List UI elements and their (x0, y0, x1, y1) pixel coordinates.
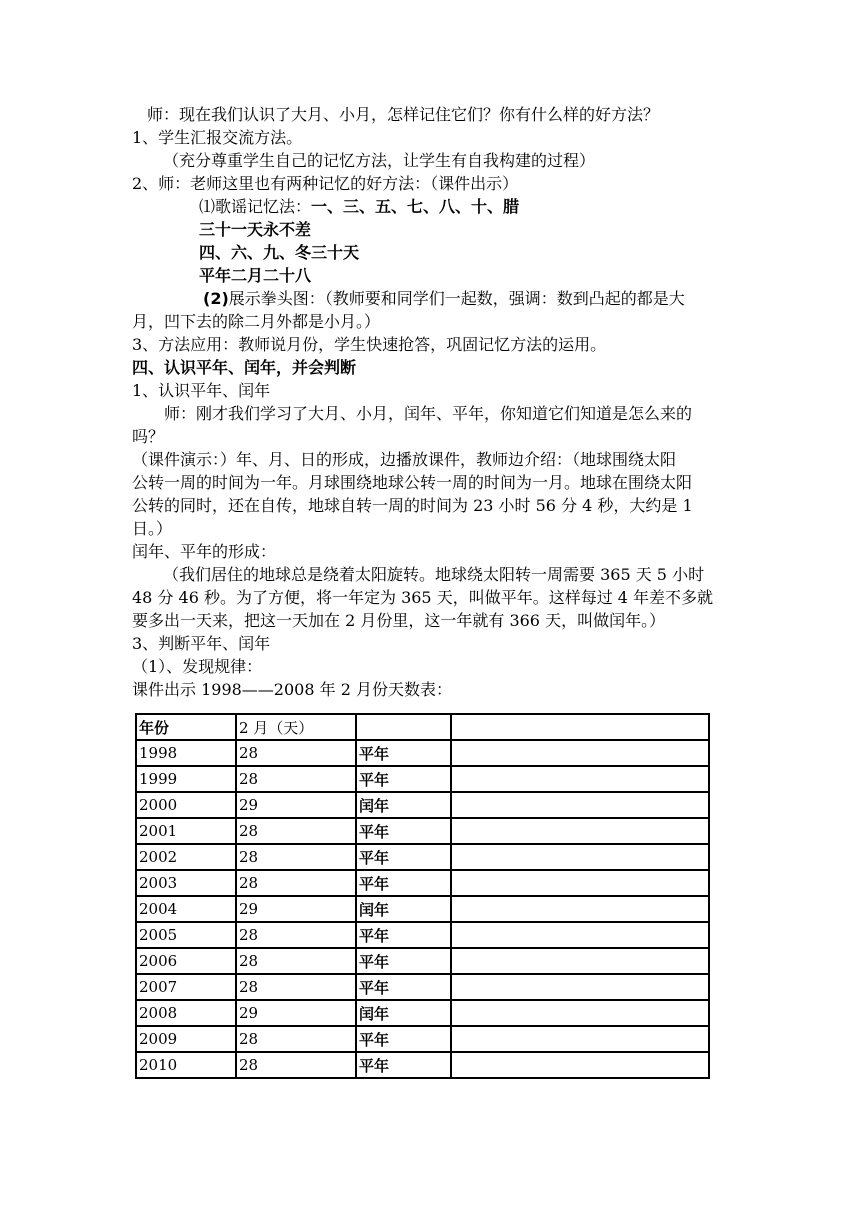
text-line (199, 196, 519, 218)
text-line: 课件出示 1998——2008 年 2 月份天数表： (132, 680, 452, 699)
cell-year: 2005 (136, 922, 236, 948)
february-days-table (135, 713, 710, 1079)
table-row (136, 974, 709, 1000)
text-line: 师：刚才我们学习了大月、小月，闰年、平年，你知道它们知道是怎么来的 (164, 404, 693, 423)
cell-year: 2009 (136, 1026, 236, 1052)
table-row (136, 766, 709, 792)
table-row (136, 1052, 709, 1078)
text-line: 要多出一天来，把这一天加在 2 月份里，这一年就有 366 天，叫做闰年。） (132, 611, 666, 630)
cell-days: 28 (236, 1026, 356, 1052)
cell-days: 29 (236, 792, 356, 818)
cell-year: 1998 (136, 740, 236, 766)
text-line: 公转的同时，还在自传，地球自转一周的时间为 23 小时 56 分 4 秒，大约是 1 (132, 496, 693, 515)
text-line: 闰年、平年的形成： (132, 542, 277, 561)
text-line: 公转一周的时间为一年。月球围绕地球公转一周的时间为一月。地球在围绕太阳 (132, 473, 693, 492)
table-row (136, 818, 709, 844)
cell-year: 2001 (136, 818, 236, 844)
cell-extra (451, 818, 709, 844)
table-row (136, 1026, 709, 1052)
cell-year: 2007 (136, 974, 236, 1000)
cell-extra (451, 844, 709, 870)
cell-type: 平年 (356, 948, 451, 974)
text-line: 3、判断平年、闰年 (132, 634, 271, 653)
table-row (136, 896, 709, 922)
cell-days: 28 (236, 818, 356, 844)
cell-extra (451, 740, 709, 766)
cell-extra (451, 974, 709, 1000)
text-line (203, 288, 685, 310)
cell-days: 28 (236, 922, 356, 948)
text-line: （课件演示：）年、月、日的形成，边播放课件，教师边介绍：（地球围绕太阳 (132, 450, 677, 469)
cell-extra (451, 792, 709, 818)
table-row (136, 844, 709, 870)
text-line: 2、师：老师这里也有两种记忆的好方法：（课件出示） (132, 174, 519, 193)
cell-extra (451, 896, 709, 922)
cell-extra (451, 1052, 709, 1078)
text-line: 3、方法应用：教师说月份，学生快速抢答，巩固记忆方法的运用。 (132, 335, 607, 354)
cell-type: 平年 (356, 922, 451, 948)
cell-days: 28 (236, 766, 356, 792)
table-row (136, 792, 709, 818)
text-line: （1）、发现规律： (132, 657, 263, 676)
cell-type: 平年 (356, 974, 451, 1000)
section-heading: 四、认识平年、闰年，并会判断 (132, 358, 357, 377)
table-body (136, 714, 709, 1078)
cell-year: 2010 (136, 1052, 236, 1078)
item-number: (2) (203, 289, 229, 308)
text-line: 48 分 46 秒。为了方便，将一年定为 365 天，叫做平年。这样每过 4 年差不多就 (132, 588, 714, 607)
cell-year: 2002 (136, 844, 236, 870)
cell-year: 2004 (136, 896, 236, 922)
cell-extra (451, 948, 709, 974)
cell-type: 平年 (356, 1052, 451, 1078)
cell-type: 闰年 (356, 792, 451, 818)
text-line: 1、认识平年、闰年 (132, 381, 271, 400)
cell-days: 29 (236, 1000, 356, 1026)
cell-days: 29 (236, 896, 356, 922)
header-extra (451, 714, 709, 740)
cell-type: 闰年 (356, 1000, 451, 1026)
cell-year: 2000 (136, 792, 236, 818)
cell-days: 28 (236, 870, 356, 896)
cell-extra (451, 1000, 709, 1026)
text-line: （充分尊重学生自己的记忆方法，让学生有自我构建的过程） (163, 151, 596, 170)
cell-year: 2008 (136, 1000, 236, 1026)
table-row (136, 948, 709, 974)
cell-type: 平年 (356, 870, 451, 896)
rhyme-line: 平年二月二十八 (199, 266, 312, 285)
table-header-row (136, 714, 709, 740)
cell-days: 28 (236, 974, 356, 1000)
text-line: 1、学生汇报交流方法。 (132, 128, 303, 147)
text-line: 师：现在我们认识了大月、小月，怎样记住它们？你有什么样的好方法？ (147, 105, 660, 124)
rhyme-line: 三十一天永不差 (199, 220, 312, 239)
table-row (136, 740, 709, 766)
cell-days: 28 (236, 844, 356, 870)
cell-extra (451, 870, 709, 896)
cell-type: 闰年 (356, 896, 451, 922)
cell-type: 平年 (356, 844, 451, 870)
rhyme-line: 一、三、五、七、八、十、腊 (311, 197, 520, 216)
text-line: 月，凹下去的除二月外都是小月。） (132, 312, 381, 331)
cell-extra (451, 1026, 709, 1052)
cell-type: 平年 (356, 766, 451, 792)
table-row (136, 870, 709, 896)
cell-type: 平年 (356, 818, 451, 844)
cell-type: 平年 (356, 1026, 451, 1052)
text-line: 日。） (132, 519, 173, 538)
cell-year: 2006 (136, 948, 236, 974)
text-line: 吗？ (132, 427, 165, 446)
cell-type: 平年 (356, 740, 451, 766)
cell-extra (451, 922, 709, 948)
table-row (136, 1000, 709, 1026)
cell-days: 28 (236, 740, 356, 766)
cell-year: 1999 (136, 766, 236, 792)
text-line: （我们居住的地球总是绕着太阳旋转。地球绕太阳转一周需要 365 天 5 小时 (163, 565, 705, 584)
table-row (136, 922, 709, 948)
cell-year: 2003 (136, 870, 236, 896)
text-span: ⑴歌谣记忆法： (199, 197, 312, 216)
header-february: 2 月（天） (236, 714, 356, 740)
cell-extra (451, 766, 709, 792)
header-year: 年份 (136, 714, 236, 740)
rhyme-line: 四、六、九、冬三十天 (199, 243, 360, 262)
cell-days: 28 (236, 948, 356, 974)
text-span: 展示拳头图：（教师要和同学们一起数，强调：数到凸起的都是大 (228, 289, 685, 308)
header-type (356, 714, 451, 740)
cell-days: 28 (236, 1052, 356, 1078)
